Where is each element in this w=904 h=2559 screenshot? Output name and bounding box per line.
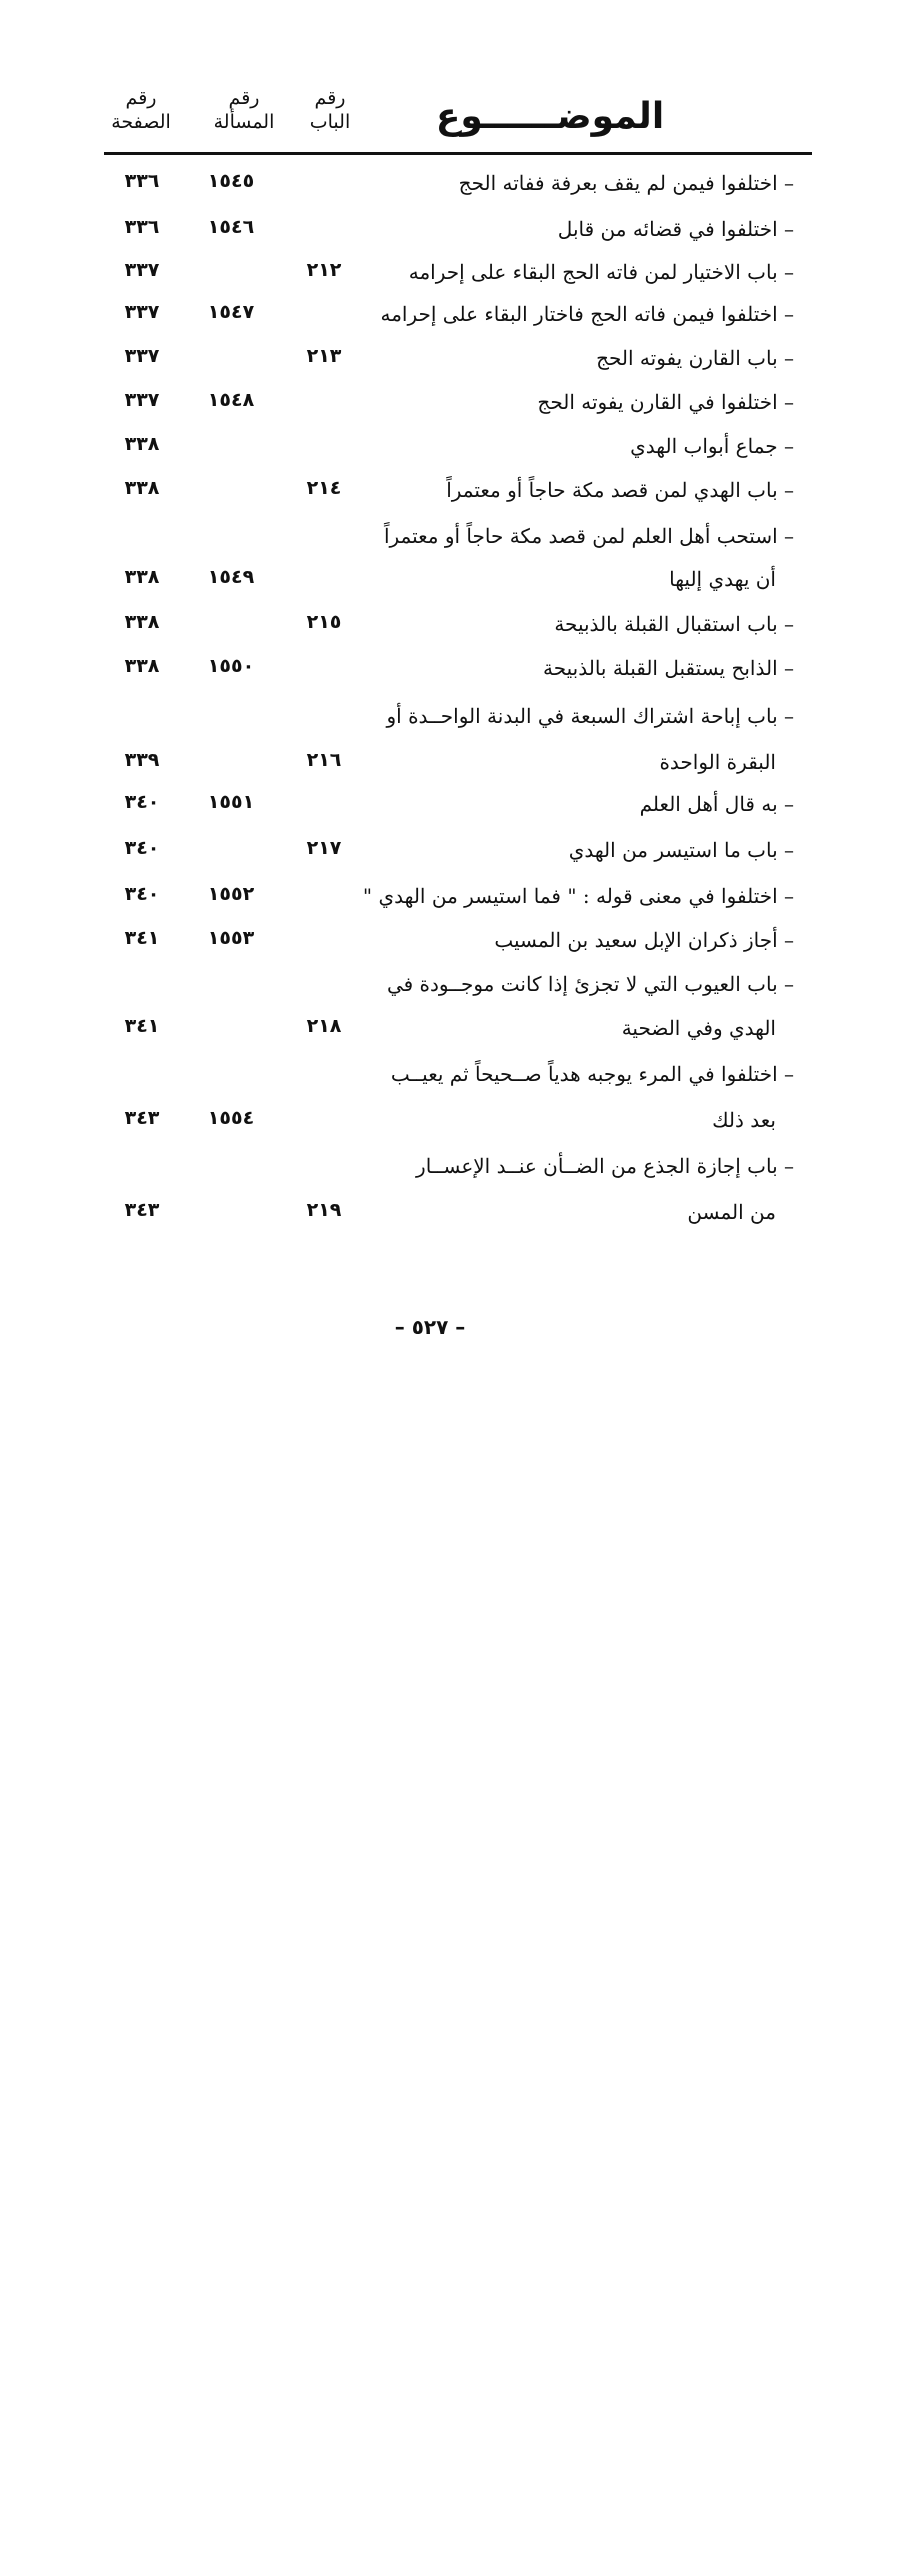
topic-cell: – باب ما استيسر من الهدي bbox=[568, 838, 794, 862]
page-number-cell: ٣٤٠ bbox=[124, 837, 160, 859]
page-number-cell: ٣٣٦ bbox=[124, 216, 160, 238]
table-row bbox=[0, 468, 904, 512]
header-divider bbox=[104, 152, 812, 155]
topic-cell: – باب القارن يفوته الحج bbox=[596, 346, 794, 370]
page-number-cell: ٣٤٠ bbox=[124, 883, 160, 905]
issue-number-cell: ١٥٤٦ bbox=[207, 216, 255, 238]
chapter-number-cell: ٢١٦ bbox=[306, 749, 342, 771]
topic-cell: – اختلفوا في قضائه من قابل bbox=[557, 217, 794, 241]
chapter-number-cell: ٢١٥ bbox=[306, 611, 342, 633]
issue-number-cell: ١٥٥٤ bbox=[207, 1107, 255, 1129]
issue-number-column-header bbox=[196, 86, 292, 134]
issue-number-cell: ١٥٥١ bbox=[207, 791, 255, 813]
topic-cell: – به قال أهل العلم bbox=[639, 792, 794, 816]
topic-cell: – باب إباحة اشتراك السبعة في البدنة الواحــدة أو bbox=[386, 704, 794, 728]
issue-number-cell: ١٥٥٠ bbox=[207, 655, 255, 677]
table-row bbox=[0, 1098, 904, 1142]
page-header-bottom: الصفحة bbox=[111, 111, 171, 133]
table-row bbox=[0, 694, 904, 738]
topic-cell: – اختلفوا في القارن يفوته الحج bbox=[537, 390, 794, 414]
chapter-number-cell: ٢١٨ bbox=[306, 1015, 342, 1037]
page-number-cell: ٣٤١ bbox=[124, 927, 160, 949]
page-header-top: رقم bbox=[125, 87, 157, 109]
page-number-cell: ٣٣٨ bbox=[124, 611, 160, 633]
issue-header-top: رقم bbox=[228, 87, 260, 109]
topic-column-header: الموضــــــوع bbox=[435, 96, 665, 137]
table-row bbox=[0, 380, 904, 424]
page-number-column-header bbox=[96, 86, 186, 134]
topic-cell: – اختلفوا فيمن لم يقف بعرفة ففاته الحج bbox=[458, 171, 794, 195]
table-row bbox=[0, 292, 904, 336]
table-row bbox=[0, 1144, 904, 1188]
table-row bbox=[0, 250, 904, 294]
table-row bbox=[0, 962, 904, 1006]
issue-number-cell: ١٥٤٧ bbox=[207, 301, 255, 323]
page-number-cell: ٣٤١ bbox=[124, 1015, 160, 1037]
topic-cell: من المسن bbox=[687, 1200, 776, 1224]
page-number-cell: ٣٤٣ bbox=[124, 1199, 160, 1221]
page-number-cell: ٣٣٧ bbox=[124, 389, 160, 411]
chapter-number-cell: ٢١٩ bbox=[306, 1199, 342, 1221]
footer-page-number: – ٥٢٧ – bbox=[394, 1315, 466, 1339]
chapter-number-cell: ٢١٢ bbox=[306, 259, 342, 281]
topic-cell: – باب إجازة الجذع من الضــأن عنــد الإعســار bbox=[416, 1154, 794, 1178]
table-row bbox=[0, 740, 904, 784]
table-row bbox=[0, 918, 904, 962]
page-number-cell: ٣٣٦ bbox=[124, 170, 160, 192]
chapter-header-top: رقم bbox=[314, 87, 346, 109]
topic-cell: – باب الهدي لمن قصد مكة حاجاً أو معتمراً bbox=[446, 478, 794, 502]
page-number-cell: ٣٣٧ bbox=[124, 259, 160, 281]
page-number-cell: ٣٤٠ bbox=[124, 791, 160, 813]
table-row bbox=[0, 557, 904, 601]
page-number-cell: ٣٣٨ bbox=[124, 655, 160, 677]
page-number-cell: ٣٣٨ bbox=[124, 477, 160, 499]
topic-cell: الهدي وفي الضحية bbox=[621, 1016, 776, 1040]
table-row bbox=[0, 1190, 904, 1234]
topic-cell: – باب استقبال القبلة بالذبيحة bbox=[554, 612, 794, 636]
topic-cell: – باب الاختيار لمن فاته الحج البقاء على إحرامه bbox=[408, 260, 794, 284]
topic-cell: – اختلفوا فيمن فاته الحج فاختار البقاء على إحرامه bbox=[380, 302, 794, 326]
topic-cell: – استحب أهل العلم لمن قصد مكة حاجاً أو معتمراً bbox=[383, 524, 794, 548]
table-row bbox=[0, 1006, 904, 1050]
issue-number-cell: ١٥٤٨ bbox=[207, 389, 255, 411]
table-row bbox=[0, 1052, 904, 1096]
page-number-cell: ٣٣٧ bbox=[124, 301, 160, 323]
issue-header-bottom: المسألة bbox=[213, 111, 275, 133]
table-row bbox=[0, 514, 904, 558]
issue-number-cell: ١٥٥٢ bbox=[207, 883, 255, 905]
topic-cell: – جماع أبواب الهدي bbox=[630, 434, 794, 458]
topic-cell: – اختلفوا في المرء يوجبه هدياً صــحيحاً ثم يعيــب bbox=[390, 1062, 794, 1086]
topic-cell: أن يهدي إليها bbox=[669, 567, 776, 591]
issue-number-cell: ١٥٤٥ bbox=[207, 170, 255, 192]
issue-number-cell: ١٥٤٩ bbox=[207, 566, 255, 588]
table-row bbox=[0, 646, 904, 690]
topic-cell: – باب العيوب التي لا تجزئ إذا كانت موجــودة في bbox=[386, 972, 794, 996]
table-row bbox=[0, 602, 904, 646]
topic-cell: – أجاز ذكران الإبل سعيد بن المسيب bbox=[494, 928, 794, 952]
chapter-number-cell: ٢١٣ bbox=[306, 345, 342, 367]
table-row bbox=[0, 207, 904, 251]
page-number-cell: ٣٤٣ bbox=[124, 1107, 160, 1129]
chapter-number-cell: ٢١٤ bbox=[306, 477, 342, 499]
page-number-cell: ٣٣٧ bbox=[124, 345, 160, 367]
table-row bbox=[0, 161, 904, 205]
table-row bbox=[0, 874, 904, 918]
issue-number-cell: ١٥٥٣ bbox=[207, 927, 255, 949]
table-row bbox=[0, 782, 904, 826]
table-row bbox=[0, 424, 904, 468]
topic-cell: بعد ذلك bbox=[712, 1108, 776, 1132]
chapter-number-cell: ٢١٧ bbox=[306, 837, 342, 859]
topic-cell: البقرة الواحدة bbox=[659, 750, 776, 774]
table-row bbox=[0, 828, 904, 872]
chapter-header-bottom: الباب bbox=[309, 111, 351, 133]
page-number-cell: ٣٣٨ bbox=[124, 433, 160, 455]
chapter-number-column-header bbox=[290, 86, 370, 134]
table-row bbox=[0, 336, 904, 380]
topic-cell: – الذابح يستقبل القبلة بالذبيحة bbox=[543, 656, 794, 680]
topic-cell: – اختلفوا في معنى قوله : " فما استيسر من الهدي " bbox=[362, 884, 794, 908]
page-number-cell: ٣٣٨ bbox=[124, 566, 160, 588]
page-number-cell: ٣٣٩ bbox=[124, 749, 160, 771]
